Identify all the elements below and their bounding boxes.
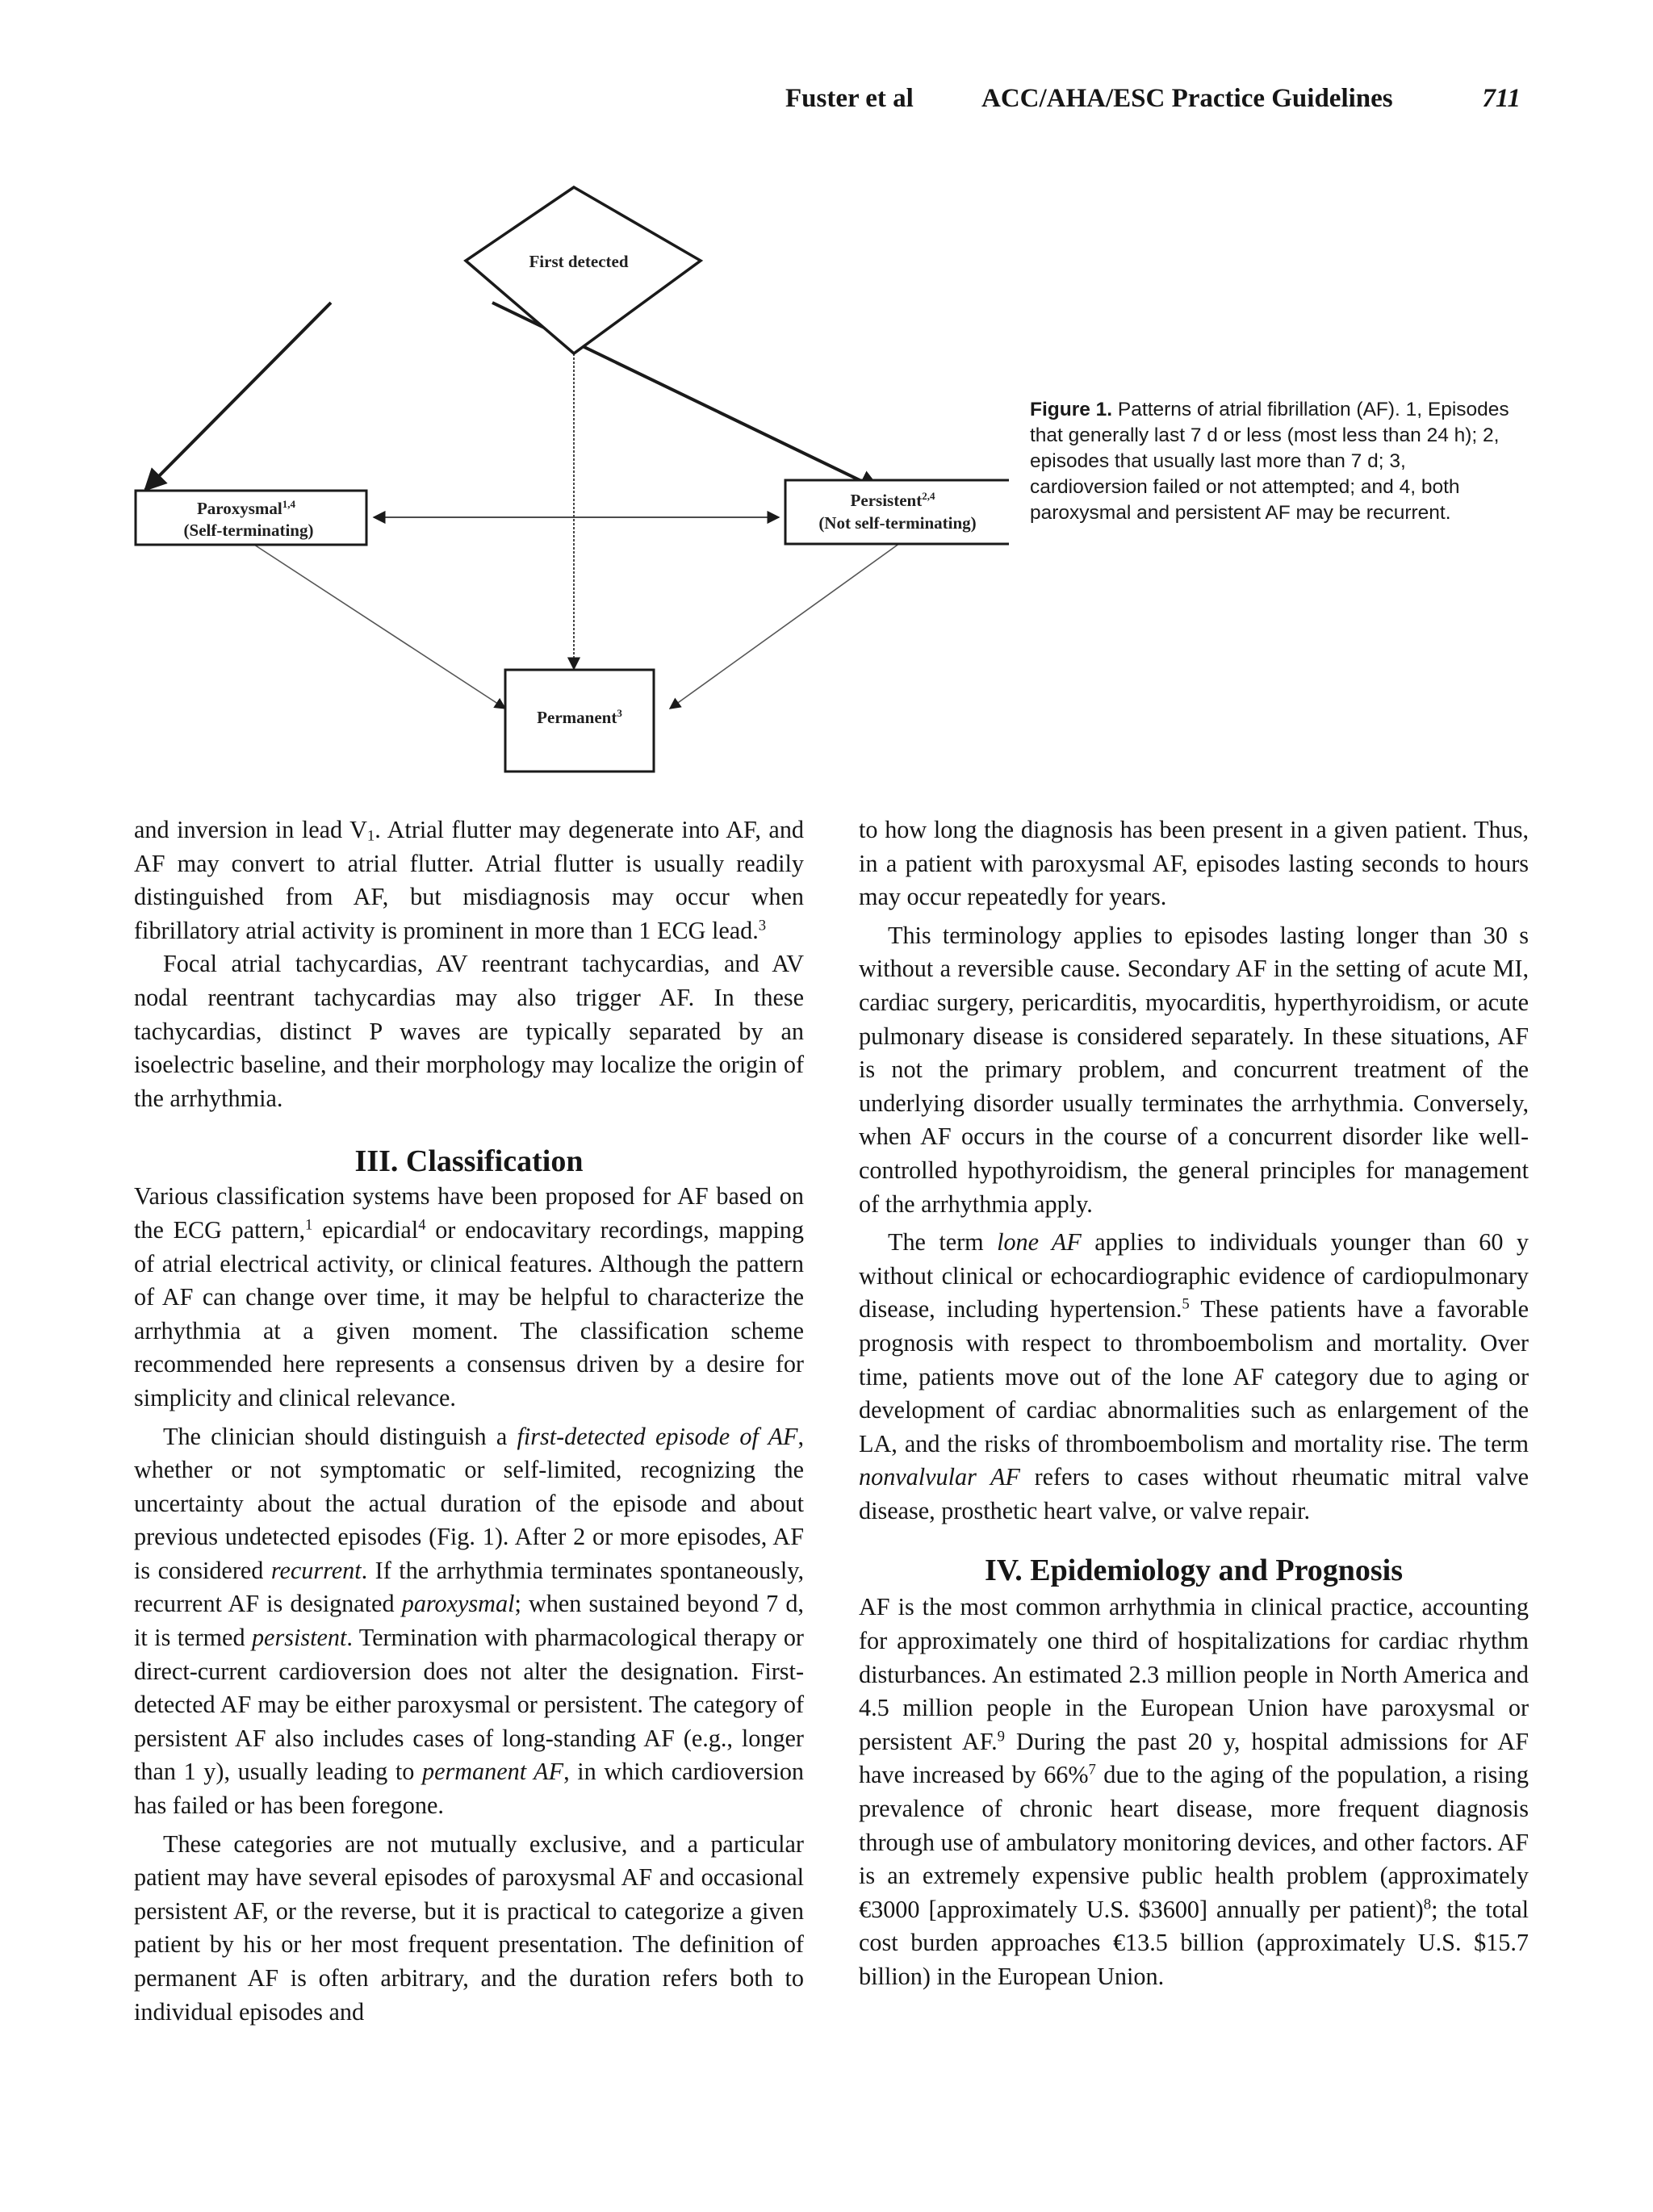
svg-text:Paroxysmal1,4 xyxy=(197,498,296,518)
paragraph: Various classification systems have been proposed for AF based on the ECG pattern,$^1$ epicardial$^4$ or endocavitary recordings, mapping of atrial electrical activity, or clinical features. Although the pattern of AF can change over time, it may be helpful to characterize the arrhythmia at a given moment. The classification scheme recommended here represents a consensus driven by a desire for simplicity and clinical relevance. xyxy=(134,1182,804,1411)
paragraph: AF is the most common arrhythmia in clinical practice, accounting for approximately one third of hospitalizations for cardiac rhythm disturbances. An estimated 2.3 million people in North America and 4.5 million people in the European Union have paroxysmal or persistent AF.$^9$ During the past 20 y, hospital admissions for AF have increased by 66%$^7$ due to the aging of the population, a rising prevalence of chronic heart disease, more frequent diagnosis through use of ambulatory monitoring devices, and other factors. AF is an extremely expensive public health problem (approximately €3000 [approximately U.S. $3600] annually per patient)$^8$; the total cost burden approaches €13.5 billion (approximately U.S. $15.7 billion) in the European Union. xyxy=(859,1593,1529,1990)
node-paroxysmal-sublabel: (Self-terminating) xyxy=(183,521,314,540)
running-head xyxy=(129,84,1521,123)
node-paroxysmal-refs: 1,4 xyxy=(282,498,296,510)
running-head-author: Fuster et al xyxy=(785,84,914,113)
node-paroxysmal xyxy=(136,491,366,545)
node-persistent-sublabel: (Not self-terminating) xyxy=(818,513,977,533)
node-persistent-label: Persistent xyxy=(850,491,923,510)
paragraph: The clinician should distinguish a first-detected episode of AF, whether or not symptomatic or self-limited, recognizing the uncertainty about the actual duration of the episode and about previous undetected episodes (Fig. 1). After 2 or more episodes, AF is considered recurrent. If the arrhythmia terminates spontaneously, recurrent AF is designated paroxysmal; when sustained beyond 7 d, it is termed persistent. Termination with pharmacological therapy or direct-current cardioversion does not alter the designation. First-detected AF may be either paroxysmal or persistent. The category of persistent AF also includes cases of long-standing AF (e.g., longer than 1 y), usually leading to permanent AF, in which cardioversion has failed or has been foregone. xyxy=(134,1422,805,1820)
running-head-journal: ACC/AHA/ESC Practice Guidelines xyxy=(981,84,1393,113)
figure-caption-label: Figure 1. xyxy=(1030,399,1113,420)
figure-caption-text: Patterns of atrial fibrillation (AF). 1, Episodes that generally last 7 d or less (most less than 24 h); 2, episodes that usually last more than 7 d; 3, cardioversion failed or not attempted; and 4, both paroxysmal and persistent AF may be recurrent. xyxy=(1030,399,1509,524)
arrow-first-to-paroxysmal xyxy=(145,303,331,490)
node-permanent-label: Permanent xyxy=(537,708,617,727)
node-permanent xyxy=(505,670,654,771)
right-column xyxy=(859,813,1529,1994)
af-patterns-diagram xyxy=(121,174,1009,787)
paragraph: This terminology applies to episodes lasting longer than 30 s without a reversible cause. Secondary AF in the setting of acute MI, cardiac surgery, pericarditis, myocarditis, hyperthyroidism, or acute pulmonary disease is considered separately. In these situations, AF is not the primary problem, and concurrent treatment of the underlying disorder usually terminates the arrhythmia. Conversely, when AF occurs in the course of a concurrent disorder like well-controlled hypothyroidism, the general principles for management of the arrhythmia apply. xyxy=(859,921,1529,1218)
node-persistent-refs: 2,4 xyxy=(922,490,935,502)
section-heading-classification: III. Classification xyxy=(354,1144,584,1179)
paragraph: and inversion in lead $V_1$. Atrial flutter may degenerate into AF, and AF may convert to atrial flutter. Atrial flutter is usually readily distinguished from AF, but misdiagnosis may occur when fibrillatory atrial activity is prominent in more than 1 ECG lead.$^3$ xyxy=(134,816,805,944)
paragraph: The term lone AF applies to individuals younger than 60 y without clinical or echocardiographic evidence of cardiopulmonary disease, including hypertension.$^5$ These patients have a favorable prognosis with respect to thromboembolism and mortality. Over time, patients move out of the lone AF category due to aging or development of cardiac abnormalities such as enlargement of the LA, and the risks of thromboembolism and mortality rise. The term nonvalvular AF refers to cases without rheumatic mitral valve disease, prosthetic heart valve, or valve repair. xyxy=(859,1228,1530,1524)
left-column xyxy=(134,813,804,2029)
node-permanent-refs: 3 xyxy=(617,707,622,719)
node-first-detected xyxy=(466,187,701,353)
arrow-paroxysmal-to-permanent xyxy=(252,543,505,709)
node-paroxysmal-label: Paroxysmal xyxy=(196,499,282,518)
node-first-detected-label: First detected xyxy=(529,252,629,271)
svg-text:Permanent3 xyxy=(537,707,622,727)
figure-caption xyxy=(1030,397,1524,526)
node-persistent xyxy=(785,480,1009,544)
paragraph: These categories are not mutually exclusive, and a particular patient may have several episodes of paroxysmal AF and occasional persistent AF, or the reverse, but it is practical to categorize a given patient by his or her most frequent presentation. The definition of permanent AF is often arbitrary, and the duration refers both to individual episodes and xyxy=(134,1829,804,2026)
paragraph: to how long the diagnosis has been present in a given patient. Thus, in a patient with paroxysmal AF, episodes lasting seconds to hours may occur repeatedly for years. xyxy=(859,816,1529,911)
page-number: 711 xyxy=(1482,84,1521,113)
paragraph: Focal atrial tachycardias, AV reentrant tachycardias, and AV nodal reentrant tachycardias may also trigger AF. In these tachycardias, distinct P waves are typically separated by an isoelectric baseline, and their morphology may localize the origin of the arrhythmia. xyxy=(134,950,804,1112)
section-heading-epidemiology: IV. Epidemiology and Prognosis xyxy=(984,1553,1404,1588)
arrow-persistent-to-permanent xyxy=(670,543,900,709)
